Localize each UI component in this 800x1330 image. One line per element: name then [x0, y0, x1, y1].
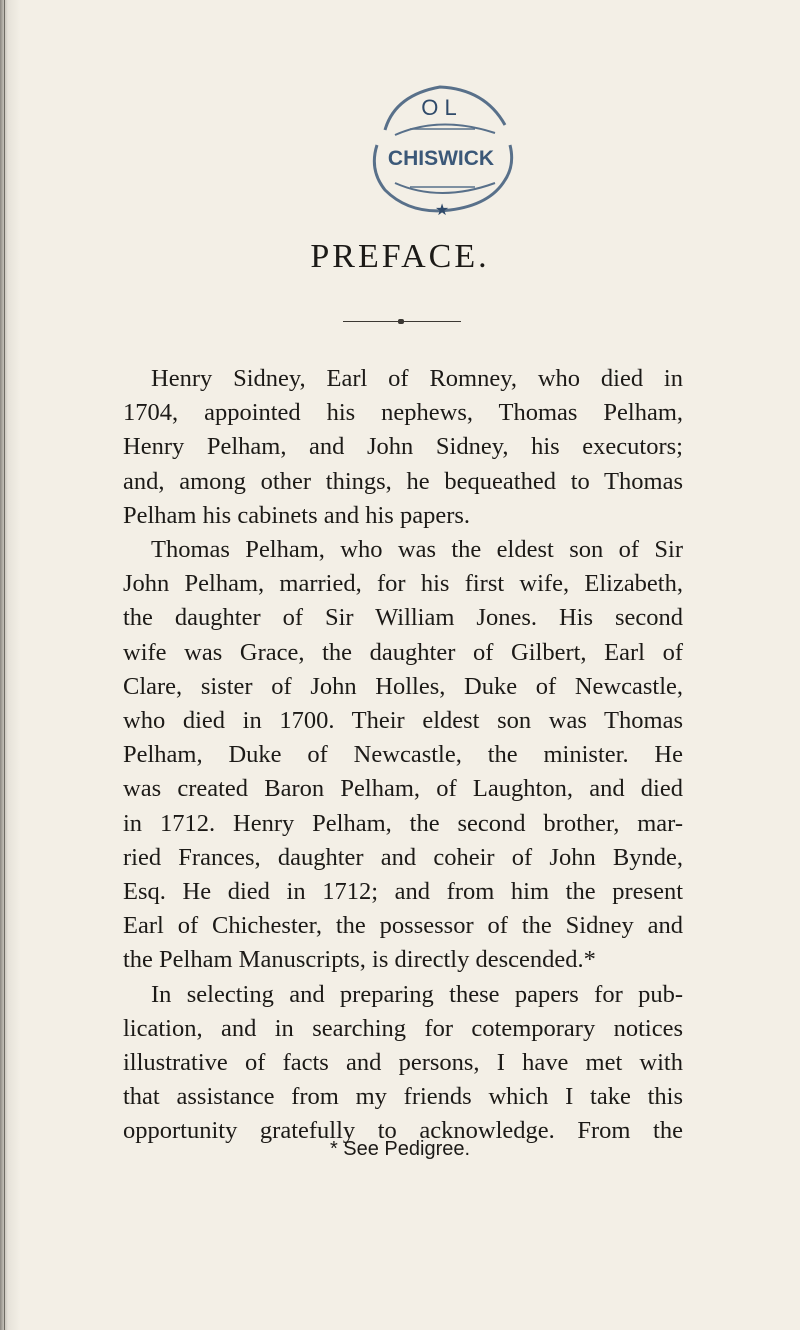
text-line: in 1712. Henry Pelham, the second brother, mar-	[123, 809, 683, 837]
text-line: Henry Sidney, Earl of Romney, who died in	[151, 365, 683, 392]
stamp-inner-bottom	[395, 183, 495, 193]
text-line: opportunity gratefully to acknowledge. From the	[123, 1117, 683, 1145]
text-line: Esq. He died in 1712; and from him the present	[123, 878, 683, 906]
text-line: who died in 1700. Their eldest son was Thomas	[123, 707, 683, 735]
text-line: Henry Pelham, and John Sidney, his executors;	[123, 433, 683, 461]
text-line: In selecting and preparing these papers for pub-	[151, 980, 683, 1008]
text-line: wife was Grace, the daughter of Gilbert, Earl of	[123, 638, 683, 666]
text-line: lication, and in searching for cotemporary notices	[123, 1014, 683, 1042]
gutter-edge-line	[4, 0, 5, 1330]
text-line: Earl of Chichester, the possessor of the Sidney and	[123, 912, 683, 940]
text-line: was created Baron Pelham, of Laughton, and died	[123, 775, 683, 803]
text-line: the Pelham Manuscripts, is directly descended.*	[123, 946, 596, 974]
text-line: Clare, sister of John Holles, Duke of Newcastle,	[123, 672, 683, 700]
text-line: that assistance from my friends which I take this	[123, 1083, 683, 1111]
stamp-top-letters: O L	[421, 95, 457, 120]
text-line: Thomas Pelham, who was the eldest son of Sir	[151, 536, 683, 564]
preface-body	[123, 362, 683, 1149]
text-line: the daughter of Sir William Jones. His second	[123, 604, 683, 632]
page-title: PREFACE.	[310, 238, 490, 275]
text-line: Pelham his cabinets and his papers.	[123, 501, 471, 529]
stamp-star-icon: ★	[434, 200, 450, 219]
text-line: illustrative of facts and persons, I have met with	[123, 1049, 683, 1077]
footnote: * See Pedigree.	[329, 1138, 471, 1160]
text-line: John Pelham, married, for his first wife, Elizabeth,	[123, 570, 683, 598]
book-gutter	[0, 0, 20, 1330]
text-line: ried Frances, daughter and coheir of John Bynde,	[123, 843, 683, 871]
text-line: 1704, appointed his nephews, Thomas Pelham,	[123, 399, 683, 427]
title-rule-ornament	[398, 319, 404, 324]
text-line: and, among other things, he bequeathed to Thomas	[123, 467, 683, 495]
stamp-text: CHISWICK	[387, 147, 495, 170]
text-line: Pelham, Duke of Newcastle, the minister. He	[123, 741, 683, 769]
